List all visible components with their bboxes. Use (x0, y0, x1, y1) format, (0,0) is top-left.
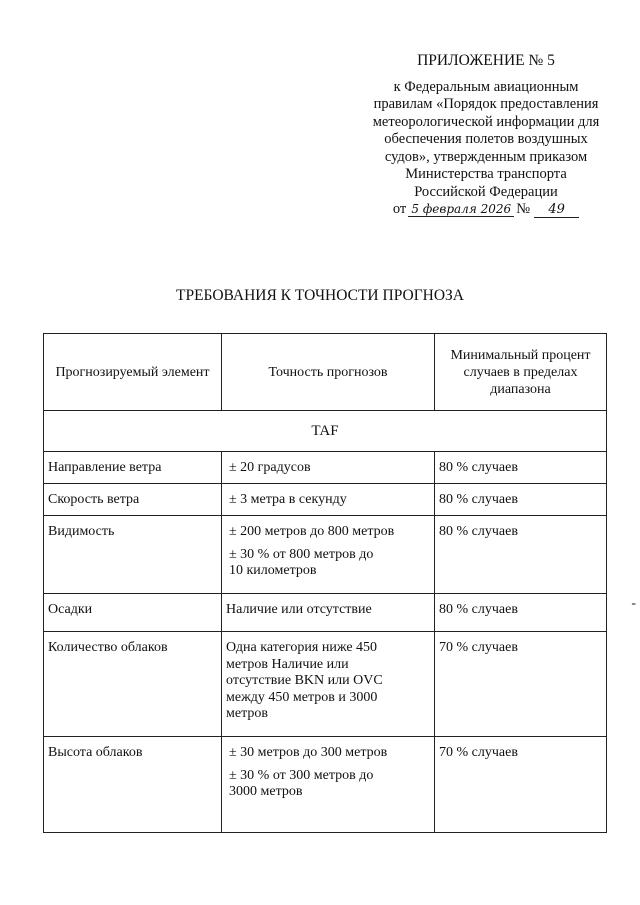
accuracy-text: ± 3 метра в секунду (229, 492, 347, 507)
accuracy-text: Одна категория ниже 450 метров Наличие или отсутствие BKN или OVC между 450 метров и 3000 метров (226, 640, 383, 721)
element-cell: Скорость ветра (44, 484, 222, 516)
forecast-accuracy-table (43, 333, 607, 833)
header-percent: Минимальный процент случаев в пределах диапазона (435, 334, 607, 411)
table-row (44, 484, 607, 516)
header-accuracy: Точность прогнозов (222, 334, 435, 411)
accuracy-cell (222, 737, 435, 833)
percent-cell: 80 % случаев (435, 594, 607, 632)
appendix-line: к Федеральным авиационным (393, 78, 579, 95)
appendix-line: судов», утвержденным приказом (384, 148, 588, 165)
element-cell: Высота облаков (44, 737, 222, 833)
table-header-row (44, 334, 607, 411)
table-row (44, 452, 607, 484)
order-date-number (350, 201, 622, 219)
appendix-line: обеспечения полетов воздушных (384, 131, 588, 147)
accuracy-cell (222, 594, 435, 632)
percent-cell: 70 % случаев (435, 632, 607, 737)
table-row (44, 632, 607, 737)
section-row (44, 411, 607, 452)
handwritten-date: 5 февраля 2026 (408, 202, 514, 217)
number-prefix: № (516, 201, 531, 217)
header-element: Прогнозируемый элемент (44, 334, 222, 411)
accuracy-text: ± 20 градусов (229, 460, 311, 475)
element-cell: Направление ветра (44, 452, 222, 484)
section-label: TAF (44, 411, 607, 452)
accuracy-cell (222, 484, 435, 516)
date-prefix: от (392, 201, 407, 217)
accuracy-cell (222, 452, 435, 484)
percent-cell: 80 % случаев (435, 452, 607, 484)
accuracy-text: ± 30 % от 300 метров до 3000 метров (229, 767, 374, 799)
percent-cell: 80 % случаев (435, 516, 607, 594)
element-cell: Осадки (44, 594, 222, 632)
percent-cell: 80 % случаев (435, 484, 607, 516)
appendix-title: ПРИЛОЖЕНИЕ № 5 (417, 52, 555, 69)
element-cell: Количество облаков (44, 632, 222, 737)
table-row (44, 737, 607, 833)
appendix-line: Министерства транспорта (405, 166, 567, 182)
table-row (44, 594, 607, 632)
accuracy-text: Наличие или отсутствие (226, 602, 372, 617)
appendix-line: правилам «Порядок предоставления (373, 96, 599, 112)
table-row (44, 516, 607, 594)
appendix-header (350, 52, 622, 219)
percent-cell: 70 % случаев (435, 737, 607, 833)
appendix-line: метеорологической информации для (372, 113, 600, 130)
accuracy-text: ± 30 % от 800 метров до 10 километров (229, 546, 374, 578)
element-cell: Видимость (44, 516, 222, 594)
document-title: ТРЕБОВАНИЯ К ТОЧНОСТИ ПРОГНОЗА (175, 287, 464, 304)
margin-mark: - (631, 596, 636, 611)
accuracy-cell (222, 516, 435, 594)
accuracy-cell (222, 632, 435, 737)
accuracy-text: ± 200 метров до 800 метров (229, 524, 395, 539)
appendix-line: Российской Федерации (414, 183, 558, 200)
handwritten-number: 49 (534, 203, 579, 218)
accuracy-text: ± 30 метров до 300 метров (229, 745, 388, 760)
